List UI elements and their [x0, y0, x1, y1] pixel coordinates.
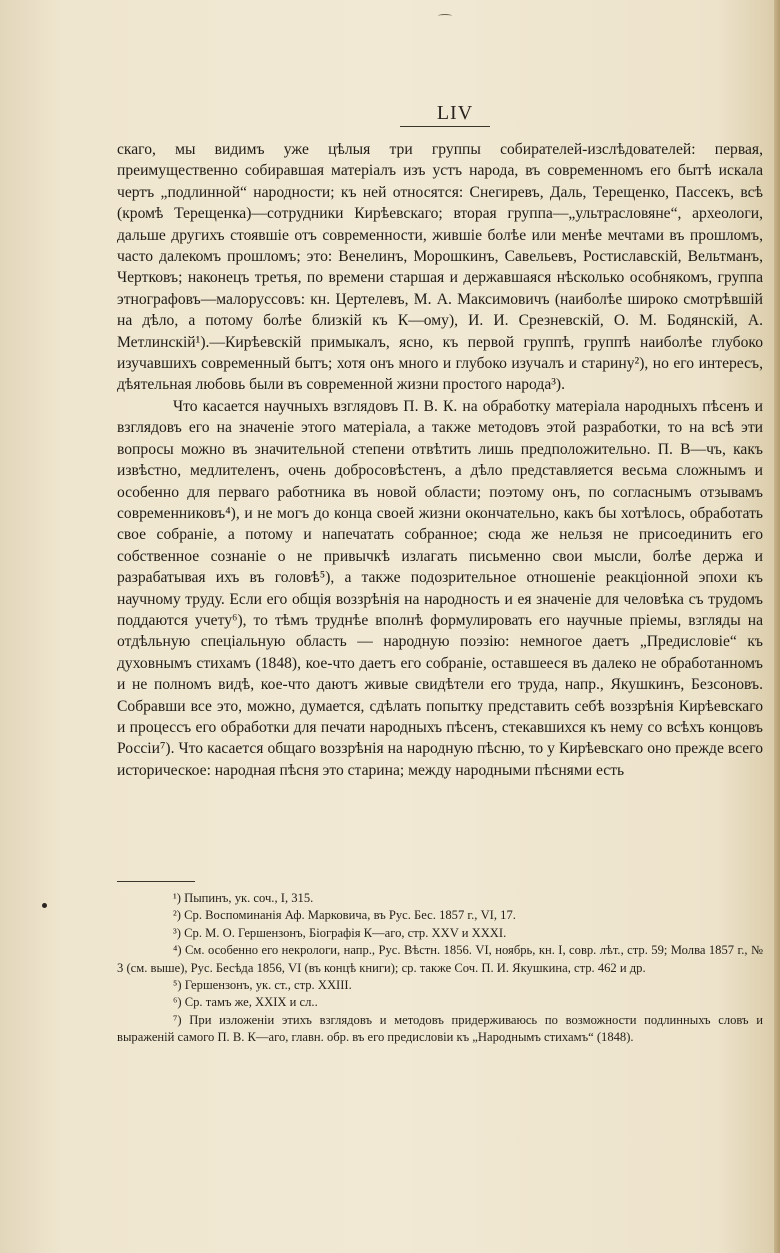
page-edge-shadow — [774, 0, 780, 1253]
footnote-2: ²) Ср. Воспоминанія Аф. Марковича, въ Рус. Бес. 1857 г., VI, 17. — [173, 908, 516, 923]
header-rule — [400, 126, 490, 127]
footnotes — [117, 890, 763, 1047]
margin-dot — [42, 903, 47, 908]
footnote-6: ⁶) Ср. тамъ же, XXIX и сл.. — [173, 995, 318, 1010]
paragraph-1: скаго, мы видимъ уже цѣлыя три группы собирателей-изслѣдователей: первая, преимущественно собиравшая матеріалъ изъ устъ народа, въ современномъ его бытѣ искала чертъ „подлинной“ народности; къ ней относятся: Снегиревъ, Даль, Терещенко, Пассекъ, всѣ (кромѣ Терещенка)—сотрудники Кирѣевскаго; вторая группа—„ультрасловяне“, археологи, дальше другихъ стоявшіе отъ современности, жившіе болѣе или менѣе мечтами въ прошломъ, часто далекомъ прошломъ; это: Венелинъ, Морошкинъ, Савельевъ, Ростиславскій, Вельтманъ, Чертковъ; наконецъ третья, по времени старшая и державшаяся нѣсколько особнякомъ, группа этнографовъ—малоруссовъ: кн. Цертелевъ, М. А. Максимовичъ (наиболѣе широко смотрѣвшій на дѣло, а потому болѣе близкій къ К—ому), И. И. Срезневскій, О. М. Бодянскій, А. Метлинскій¹).—Кирѣевскій примыкалъ, ясно, къ первой группѣ, группѣ наиболѣе глубоко изучавшихъ современный бытъ; хотя онъ много и глубоко изучалъ и старину²), но его интересъ, дѣятельная любовь были въ современной жизни простого народа³). — [117, 141, 763, 394]
page-number: LIV — [436, 102, 474, 124]
footnote-3: ³) Ср. М. О. Гершензонъ, Біографія К—аго, стр. XXV и XXXI. — [173, 925, 507, 940]
footnote-rule — [117, 881, 195, 882]
main-text — [117, 139, 763, 781]
footnote-1: ¹) Пыпинъ, ук. соч., I, 315. — [173, 891, 314, 905]
paragraph-2: Что касается научныхъ взглядовъ П. В. К. на обработку матеріала народныхъ пѣсенъ и взглядовъ его на значеніе этого матеріала, а также методовъ этой разработки, то на всѣ эти вопросы можно въ значительной степени отвѣтить лишь предположительно. П. В—чъ, какъ извѣстно, медлителенъ, очень добросовѣстенъ, а дѣло представляется весьма сложнымъ и особенно для перваго работника въ новой области; поэтому онъ, по согласнымъ отзывамъ современниковъ⁴), и не могъ до конца своей жизни окончательно, какъ бы хотѣлось, обработать свое собраніе, а потому и напечатать собранное; сюда же нельзя не присоединить его собственное сознаніе о не привычкѣ излагать письменно свои мысли, болѣе держа и разрабатывая ихъ въ головѣ⁵), а также подозрительное отношеніе реакціонной эпохи къ научному труду. Если его общія воззрѣнія на народность и ея значеніе для человѣка съ трудомъ поддаются учету⁶), то тѣмъ труднѣе вполнѣ формулировать его научные пріемы, взгляды на отдѣльную спеціальную область — народную поэзію: немногое даетъ „Предисловіе“ къ духовнымъ стихамъ (1848), кое-что даетъ его собраніе, оставшееся въ далеко не обработанномъ и не полномъ видѣ, кое-что даютъ живые свидѣтели его труда, напр., Якушкинъ, Безсоновъ. Собравши все это, можно, думается, сдѣлать попытку представить себѣ воззрѣнія Кирѣевскаго и процессъ его обработки для печати народныхъ пѣсенъ, стекавшихся къ нему со всѣхъ концовъ Россіи⁷). Что касается общаго воззрѣнія на народную пѣсню, то у Кирѣевскаго оно прежде всего историческое: народная пѣсня это старина; между народными пѣснями есть — [117, 397, 763, 779]
footnote-4: ⁴) См. особенно его некрологи, напр., Рус. Вѣстн. 1856. VI, ноябрь, кн. I, совр. лѣт., стр. 59; Молва 1857 г., № 3 (см. выше), Рус. Бесѣда 1856, VI (въ концѣ книги); ср. также Соч. П. И. Якушкина, стр. 462 и др. — [117, 943, 763, 975]
top-paper-mark — [438, 14, 452, 18]
footnote-5: ⁵) Гершензонъ, ук. ст., стр. XXIII. — [173, 978, 352, 993]
footnote-7: ⁷) При изложеніи этихъ взглядовъ и методовъ придерживаюсь по возможности подлинныхъ словъ и выраженій самого П. В. К—аго, главн. обр. въ его предисловіи къ „Народнымъ стихамъ“ (1848). — [117, 1012, 763, 1045]
